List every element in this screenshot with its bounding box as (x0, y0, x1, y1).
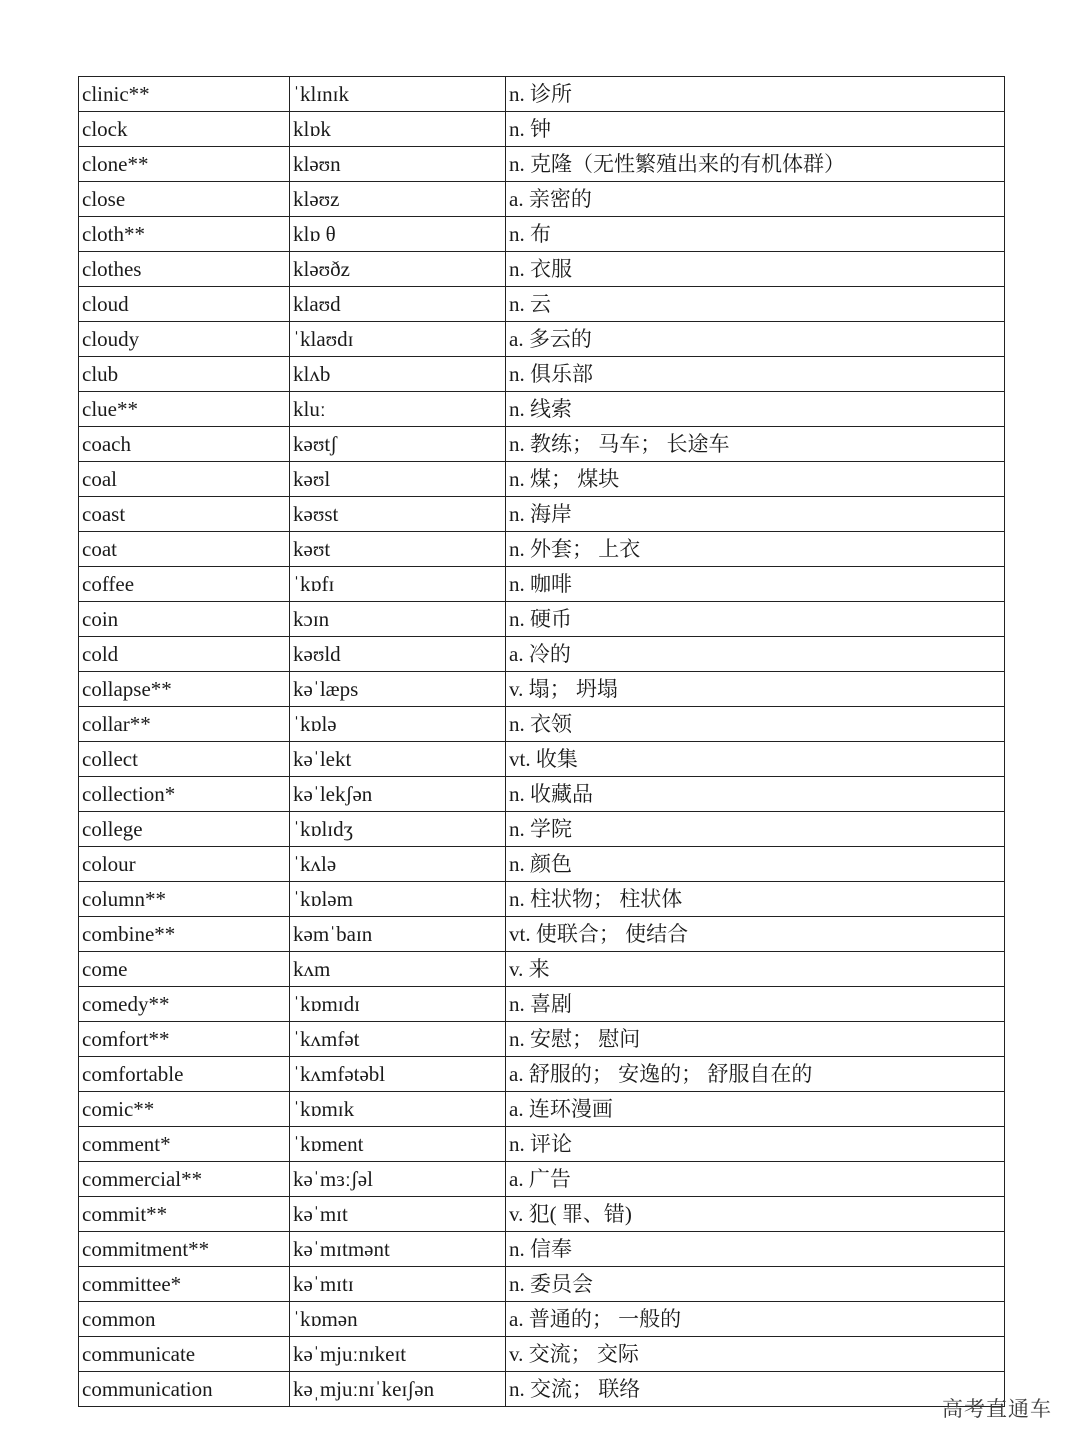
phonetic-cell: klaʊd (290, 287, 506, 322)
watermark-text: 高考直通车 (942, 1397, 1052, 1421)
word-cell: comic** (79, 1092, 290, 1127)
vocab-row (79, 1162, 1005, 1197)
word-cell: coast (79, 497, 290, 532)
phonetic-cell: ˈkɒlɪdʒ (290, 812, 506, 847)
word-cell: commitment** (79, 1232, 290, 1267)
word-cell: communication (79, 1372, 290, 1407)
meaning-cell: n. 收藏品 (506, 777, 1005, 812)
phonetic-cell: kəˈmɪt (290, 1197, 506, 1232)
word-cell: clone** (79, 147, 290, 182)
phonetic-cell: kəˈmɪtmənt (290, 1232, 506, 1267)
meaning-cell: a. 普通的； 一般的 (506, 1302, 1005, 1337)
word-cell: collar** (79, 707, 290, 742)
word-cell: committee* (79, 1267, 290, 1302)
word-cell: cloudy (79, 322, 290, 357)
phonetic-cell: kəʊl (290, 462, 506, 497)
meaning-cell: n. 教练； 马车； 长途车 (506, 427, 1005, 462)
meaning-cell: n. 线索 (506, 392, 1005, 427)
phonetic-cell: ˈkʌmfət (290, 1022, 506, 1057)
word-cell: comment* (79, 1127, 290, 1162)
vocab-row (79, 322, 1005, 357)
word-cell: common (79, 1302, 290, 1337)
phonetic-cell: ˈkɒmən (290, 1302, 506, 1337)
word-cell: collection* (79, 777, 290, 812)
meaning-cell: n. 钟 (506, 112, 1005, 147)
vocab-row (79, 287, 1005, 322)
phonetic-cell: ˈklaʊdɪ (290, 322, 506, 357)
vocab-row (79, 217, 1005, 252)
word-cell: commercial** (79, 1162, 290, 1197)
word-cell: clue** (79, 392, 290, 427)
vocab-row (79, 567, 1005, 602)
meaning-cell: v. 塌； 坍塌 (506, 672, 1005, 707)
phonetic-cell: ˈkɒment (290, 1127, 506, 1162)
meaning-cell: n. 学院 (506, 812, 1005, 847)
vocab-row (79, 112, 1005, 147)
word-cell: coach (79, 427, 290, 462)
meaning-cell: v. 犯( 罪、错) (506, 1197, 1005, 1232)
vocab-row (79, 777, 1005, 812)
meaning-cell: n. 颜色 (506, 847, 1005, 882)
word-cell: comfort** (79, 1022, 290, 1057)
meaning-cell: n. 委员会 (506, 1267, 1005, 1302)
vocab-row (79, 707, 1005, 742)
vocab-row (79, 147, 1005, 182)
phonetic-cell: kləʊðz (290, 252, 506, 287)
word-cell: comedy** (79, 987, 290, 1022)
word-cell: collect (79, 742, 290, 777)
vocab-row (79, 847, 1005, 882)
vocab-row (79, 1232, 1005, 1267)
meaning-cell: n. 评论 (506, 1127, 1005, 1162)
phonetic-cell: kəʊt (290, 532, 506, 567)
vocab-row (79, 1302, 1005, 1337)
phonetic-cell: klɒ θ (290, 217, 506, 252)
meaning-cell: a. 多云的 (506, 322, 1005, 357)
phonetic-cell: kluː (290, 392, 506, 427)
vocab-row (79, 357, 1005, 392)
meaning-cell: n. 柱状物； 柱状体 (506, 882, 1005, 917)
vocab-row (79, 602, 1005, 637)
meaning-cell: n. 衣领 (506, 707, 1005, 742)
vocab-row (79, 1057, 1005, 1092)
vocab-row (79, 532, 1005, 567)
phonetic-cell: ˈkʌlə (290, 847, 506, 882)
meaning-cell: n. 煤； 煤块 (506, 462, 1005, 497)
meaning-cell: a. 舒服的； 安逸的； 舒服自在的 (506, 1057, 1005, 1092)
vocab-row (79, 1092, 1005, 1127)
vocab-row (79, 182, 1005, 217)
phonetic-cell: kʌm (290, 952, 506, 987)
phonetic-cell: kəmˈbaɪn (290, 917, 506, 952)
phonetic-cell: ˈkɒmɪdɪ (290, 987, 506, 1022)
vocabulary-table (78, 76, 1005, 1407)
phonetic-cell: kəˈlæps (290, 672, 506, 707)
word-cell: clock (79, 112, 290, 147)
vocab-row (79, 882, 1005, 917)
word-cell: college (79, 812, 290, 847)
phonetic-cell: kəˈmɪtɪ (290, 1267, 506, 1302)
phonetic-cell: kəˈlekʃən (290, 777, 506, 812)
vocab-row (79, 812, 1005, 847)
vocab-row (79, 1372, 1005, 1407)
meaning-cell: n. 克隆（无性繁殖出来的有机体群） (506, 147, 1005, 182)
vocab-row (79, 917, 1005, 952)
meaning-cell: n. 安慰； 慰问 (506, 1022, 1005, 1057)
phonetic-cell: kəʊst (290, 497, 506, 532)
word-cell: coal (79, 462, 290, 497)
word-cell: close (79, 182, 290, 217)
word-cell: cold (79, 637, 290, 672)
phonetic-cell: kləʊz (290, 182, 506, 217)
vocab-row (79, 77, 1005, 112)
meaning-cell: n. 硬币 (506, 602, 1005, 637)
meaning-cell: n. 云 (506, 287, 1005, 322)
vocab-row (79, 1022, 1005, 1057)
phonetic-cell: kəˈlekt (290, 742, 506, 777)
vocab-row (79, 427, 1005, 462)
vocab-row (79, 1197, 1005, 1232)
vocab-row (79, 252, 1005, 287)
meaning-cell: vt. 使联合； 使结合 (506, 917, 1005, 952)
meaning-cell: n. 喜剧 (506, 987, 1005, 1022)
vocab-row (79, 672, 1005, 707)
meaning-cell: v. 来 (506, 952, 1005, 987)
phonetic-cell: ˈklɪnɪk (290, 77, 506, 112)
word-cell: clinic** (79, 77, 290, 112)
meaning-cell: n. 衣服 (506, 252, 1005, 287)
vocab-row (79, 742, 1005, 777)
phonetic-cell: kəʊld (290, 637, 506, 672)
phonetic-cell: klɒk (290, 112, 506, 147)
meaning-cell: n. 咖啡 (506, 567, 1005, 602)
word-cell: column** (79, 882, 290, 917)
word-cell: commit** (79, 1197, 290, 1232)
phonetic-cell: ˈkɒmɪk (290, 1092, 506, 1127)
word-cell: coffee (79, 567, 290, 602)
vocab-row (79, 392, 1005, 427)
meaning-cell: n. 布 (506, 217, 1005, 252)
vocab-row (79, 952, 1005, 987)
word-cell: come (79, 952, 290, 987)
vocab-row (79, 987, 1005, 1022)
meaning-cell: n. 信奉 (506, 1232, 1005, 1267)
word-cell: comfortable (79, 1057, 290, 1092)
word-cell: cloud (79, 287, 290, 322)
vocabulary-table-body (79, 77, 1005, 1407)
word-cell: colour (79, 847, 290, 882)
word-cell: clothes (79, 252, 290, 287)
vocab-row (79, 462, 1005, 497)
phonetic-cell: ˈkɒfɪ (290, 567, 506, 602)
meaning-cell: a. 广告 (506, 1162, 1005, 1197)
phonetic-cell: kləʊn (290, 147, 506, 182)
vocab-row (79, 1127, 1005, 1162)
word-cell: coat (79, 532, 290, 567)
word-cell: club (79, 357, 290, 392)
meaning-cell: n. 外套； 上衣 (506, 532, 1005, 567)
meaning-cell: a. 亲密的 (506, 182, 1005, 217)
phonetic-cell: kəˌmjuːnɪˈkeɪʃən (290, 1372, 506, 1407)
phonetic-cell: kəˈmɜːʃəl (290, 1162, 506, 1197)
meaning-cell: n. 诊所 (506, 77, 1005, 112)
meaning-cell: vt. 收集 (506, 742, 1005, 777)
phonetic-cell: kəʊtʃ (290, 427, 506, 462)
vocab-row (79, 497, 1005, 532)
word-cell: communicate (79, 1337, 290, 1372)
phonetic-cell: klʌb (290, 357, 506, 392)
phonetic-cell: kəˈmjuːnɪkeɪt (290, 1337, 506, 1372)
meaning-cell: a. 连环漫画 (506, 1092, 1005, 1127)
phonetic-cell: ˈkɒlə (290, 707, 506, 742)
phonetic-cell: ˈkʌmfətəbl (290, 1057, 506, 1092)
word-cell: combine** (79, 917, 290, 952)
phonetic-cell: ˈkɒləm (290, 882, 506, 917)
meaning-cell: v. 交流； 交际 (506, 1337, 1005, 1372)
meaning-cell: n. 海岸 (506, 497, 1005, 532)
vocab-row (79, 637, 1005, 672)
word-cell: coin (79, 602, 290, 637)
phonetic-cell: kɔɪn (290, 602, 506, 637)
word-cell: cloth** (79, 217, 290, 252)
meaning-cell: n. 交流； 联络 (506, 1372, 1005, 1407)
vocab-row (79, 1267, 1005, 1302)
meaning-cell: a. 冷的 (506, 637, 1005, 672)
meaning-cell: n. 俱乐部 (506, 357, 1005, 392)
vocab-row (79, 1337, 1005, 1372)
word-cell: collapse** (79, 672, 290, 707)
